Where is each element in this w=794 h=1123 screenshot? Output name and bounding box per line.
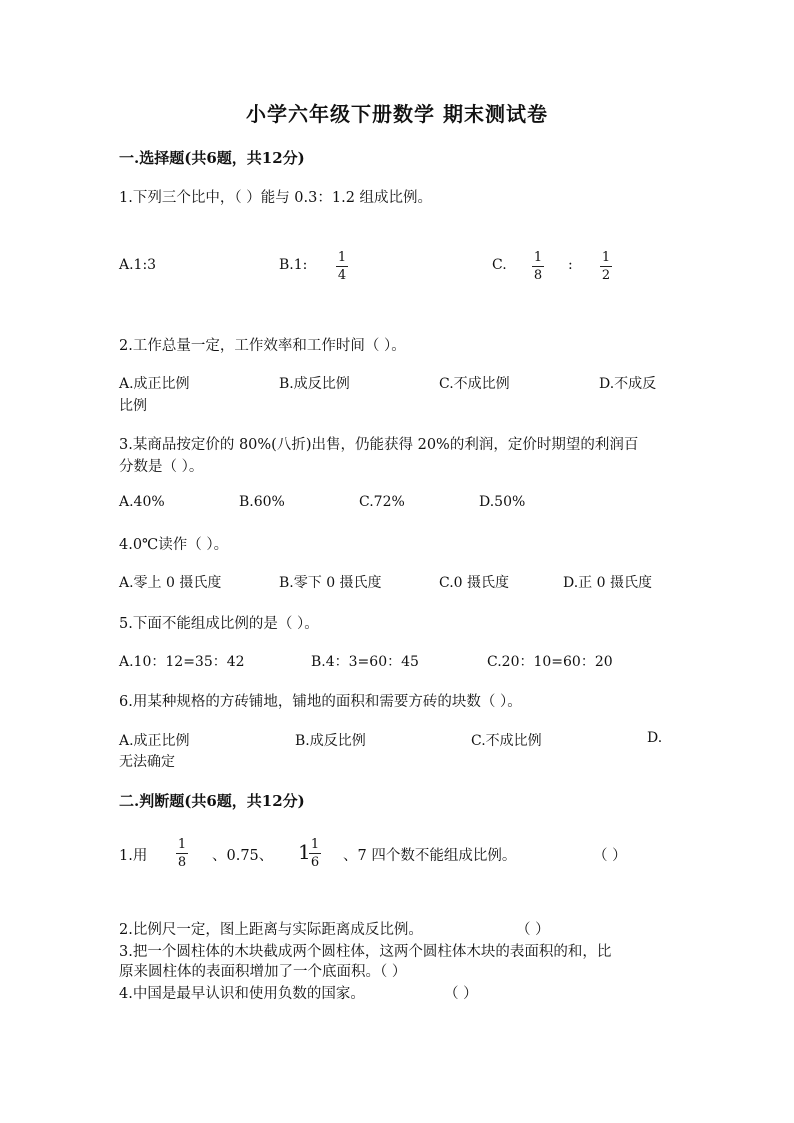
q3-option-c: C.72% [359,494,405,510]
question-3-stem-line1: 3.某商品按定价的 80%(八折)出售，仍能获得 20%的利润，定价时期望的利润百 [119,437,639,453]
judge-1-fraction-2 [309,838,321,869]
judge-1-suffix: 、7 四个数不能组成比例。 [343,848,517,864]
q6-option-c: C.不成比例 [471,733,542,749]
q2-option-d-line2: 比例 [119,398,147,414]
fraction-numerator: 1 [310,837,320,852]
judge-1-mixed-whole: 1 [298,840,311,864]
page-title: 小学六年级下册数学 期末测试卷 [246,102,548,126]
q1-option-b-prefix: B.1: [279,257,308,273]
q1-option-a: A.1:3 [119,257,157,273]
q3-option-b: B.60% [239,494,285,510]
q1-option-c-prefix: C. [492,257,507,273]
q4-option-a: A.零上 0 摄氏度 [119,575,222,591]
fraction-denominator: 2 [601,268,611,283]
q6-option-d-line1: D. [647,730,663,746]
q4-option-c: C.0 摄氏度 [439,575,510,591]
judge-1-answer-paren: （ ） [593,848,627,864]
section-heading-judge: 二.判断题(共6题，共12分) [119,792,305,810]
judge-1-middle: 、0.75、 [212,848,274,864]
judge-1-prefix: 1.用 [119,848,148,864]
judge-2-text: 2.比例尺一定，图上距离与实际距离成反比例。 [119,922,423,938]
judge-3-line1: 3.把一个圆柱体的木块截成两个圆柱体，这两个圆柱体木块的表面积的和，比 [119,944,612,960]
q5-option-a: A.10：12=35：42 [119,654,245,670]
q6-option-d-line2: 无法确定 [119,754,175,770]
judge-4-text: 4.中国是最早认识和使用负数的国家。 [119,986,365,1002]
q5-option-c: C.20：10=60：20 [487,654,613,670]
q3-option-d: D.50% [479,494,526,510]
q2-option-a: A.成正比例 [119,376,190,392]
question-2-stem: 2.工作总量一定，工作效率和工作时间（ ）。 [119,338,406,354]
q2-option-b: B.成反比例 [279,376,350,392]
q6-option-b: B.成反比例 [295,733,366,749]
fraction-denominator: 8 [177,855,187,870]
q2-option-c: C.不成比例 [439,376,510,392]
judge-2-answer-paren: （ ） [516,922,550,938]
q4-option-b: B.零下 0 摄氏度 [279,575,382,591]
q6-option-a: A.成正比例 [119,733,190,749]
q1-option-c-fraction-2 [600,251,612,282]
q3-option-a: A.40% [119,494,165,510]
q1-option-c-colon: : [568,257,573,273]
fraction-numerator: 1 [533,250,543,265]
judge-3-line2: 原来圆柱体的表面积增加了一个底面积。（ ） [119,964,407,980]
q2-option-d-line1: D.不成反 [599,376,657,392]
fraction-numerator: 1 [337,250,347,265]
fraction-numerator: 1 [601,250,611,265]
section-heading-choice: 一.选择题(共6题，共12分) [119,149,305,167]
question-5-stem: 5.下面不能组成比例的是（ ）。 [119,616,319,632]
q1-option-c-fraction-1 [532,251,544,282]
fraction-denominator: 8 [533,268,543,283]
fraction-denominator: 4 [337,268,347,283]
question-1-stem: 1.下列三个比中，（ ）能与 0.3：1.2 组成比例。 [119,190,433,206]
fraction-numerator: 1 [177,837,187,852]
judge-1-fraction-1 [176,838,188,869]
q5-option-b: B.4：3=60：45 [311,654,419,670]
q1-option-b-fraction [336,251,348,282]
question-4-stem: 4.0℃读作（ ）。 [119,537,229,553]
fraction-denominator: 6 [310,855,320,870]
question-3-stem-line2: 分数是（ ）。 [119,459,204,475]
q4-option-d: D.正 0 摄氏度 [563,575,652,591]
judge-4-answer-paren: （ ） [444,986,478,1002]
question-6-stem: 6.用某种规格的方砖铺地，铺地的面积和需要方砖的块数（ ）。 [119,694,522,710]
